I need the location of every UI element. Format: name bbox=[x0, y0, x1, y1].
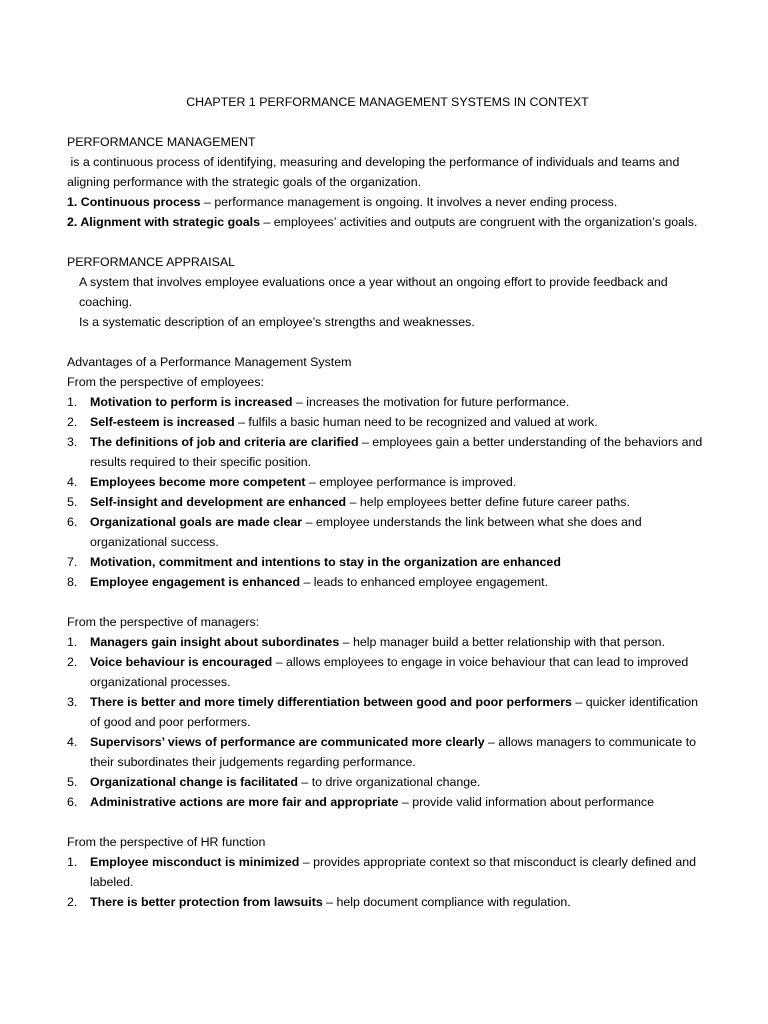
list-item bbox=[67, 892, 708, 912]
pm-point-1-text: – performance management is ongoing. It involves a never ending process. bbox=[200, 195, 618, 209]
list-item bbox=[67, 652, 708, 692]
pm-point-2-bold: 2. Alignment with strategic goals bbox=[67, 215, 261, 229]
list-item-bold: Motivation, commitment and intentions to stay in the organization are enhanced bbox=[90, 555, 561, 569]
list-item bbox=[67, 632, 708, 652]
list-item-bold: Employees become more competent bbox=[90, 475, 306, 489]
list-item-text: – leads to enhanced employee engagement. bbox=[300, 575, 549, 589]
list-item-number: 3. bbox=[67, 435, 78, 449]
list-item-number: 3. bbox=[67, 695, 78, 709]
list-item bbox=[67, 772, 708, 792]
list-item bbox=[67, 392, 708, 412]
list-item bbox=[67, 432, 708, 472]
list-item-text: – employee performance is improved. bbox=[305, 475, 517, 489]
pm-point-1 bbox=[67, 192, 708, 212]
list-item bbox=[67, 792, 708, 812]
list-item-text: – provide valid information about performance bbox=[398, 795, 655, 809]
list-item-text: – help document compliance with regulation. bbox=[322, 895, 571, 909]
list-item-number: 2. bbox=[67, 895, 78, 909]
list-item-text: – quicker identification of good and poor performers. bbox=[90, 695, 698, 729]
list-item-bold: There is better protection from lawsuits bbox=[90, 895, 323, 909]
list-item-text: – fulfils a basic human need to be recognized and valued at work. bbox=[234, 415, 598, 429]
list-item-bold: Employee misconduct is minimized bbox=[90, 855, 300, 869]
list-item bbox=[67, 572, 708, 592]
list-item-bold: Voice behaviour is encouraged bbox=[90, 655, 273, 669]
pa-line-2: Is a systematic description of an employee’s strengths and weaknesses. bbox=[79, 315, 475, 329]
list-item bbox=[67, 512, 708, 552]
pa-heading: PERFORMANCE APPRAISAL bbox=[67, 255, 236, 269]
list-item-number: 6. bbox=[67, 795, 78, 809]
managers-list bbox=[67, 632, 708, 812]
list-item bbox=[67, 732, 708, 772]
list-item-number: 6. bbox=[67, 515, 78, 529]
list-item-bold: Organizational goals are made clear bbox=[90, 515, 303, 529]
pm-point-1-bold: 1. Continuous process bbox=[67, 195, 201, 209]
pm-definition: is a continuous process of identifying, measuring and developing the performance of individuals and teams and aligning performance with the strategic goals of the organization. bbox=[67, 155, 683, 189]
list-item-number: 2. bbox=[67, 655, 78, 669]
list-item-number: 4. bbox=[67, 475, 78, 489]
list-item-number: 2. bbox=[67, 415, 78, 429]
pm-heading: PERFORMANCE MANAGEMENT bbox=[67, 135, 256, 149]
list-item-number: 1. bbox=[67, 635, 78, 649]
list-item bbox=[67, 852, 708, 892]
list-item bbox=[67, 692, 708, 732]
list-item bbox=[67, 552, 708, 572]
list-item-text: – increases the motivation for future performance. bbox=[292, 395, 570, 409]
pm-point-2-text: – employees’ activities and outputs are congruent with the organization’s goals. bbox=[260, 215, 698, 229]
list-item-text: – allows managers to communicate to their subordinates their judgements regarding performance. bbox=[90, 735, 697, 769]
list-item-bold: Employee engagement is enhanced bbox=[90, 575, 301, 589]
list-item-text: – help employees better define future career paths. bbox=[346, 495, 630, 509]
pm-point-2 bbox=[67, 212, 708, 232]
list-item-number: 7. bbox=[67, 555, 78, 569]
list-item-number: 1. bbox=[67, 395, 78, 409]
list-item-bold: Self-esteem is increased bbox=[90, 415, 235, 429]
list-item-number: 1. bbox=[67, 855, 78, 869]
list-item-text: – to drive organizational change. bbox=[297, 775, 481, 789]
list-item-number: 5. bbox=[67, 495, 78, 509]
list-item-bold: There is better and more timely differentiation between good and poor performers bbox=[90, 695, 572, 709]
list-item-bold: Organizational change is facilitated bbox=[90, 775, 298, 789]
list-item-bold: Self-insight and development are enhanced bbox=[90, 495, 347, 509]
list-item-text: – allows employees to engage in voice behaviour that can lead to improved organizational processes. bbox=[90, 655, 689, 689]
list-item bbox=[67, 412, 708, 432]
list-item-number: 4. bbox=[67, 735, 78, 749]
list-item-text: – employees gain a better understanding of the behaviors and results required to their specific position. bbox=[90, 435, 703, 469]
list-item-bold: Motivation to perform is increased bbox=[90, 395, 293, 409]
list-item-text: – help manager build a better relationship with that person. bbox=[339, 635, 666, 649]
list-item bbox=[67, 492, 708, 512]
employees-heading: From the perspective of employees: bbox=[67, 375, 264, 389]
advantages-heading: Advantages of a Performance Management System bbox=[67, 355, 352, 369]
pa-line-1: A system that involves employee evaluations once a year without an ongoing effort to provide feedback and coaching. bbox=[79, 275, 668, 309]
list-item-bold: Administrative actions are more fair and appropriate bbox=[90, 795, 399, 809]
hr-list bbox=[67, 852, 708, 912]
list-item-bold: Supervisors’ views of performance are communicated more clearly bbox=[90, 735, 485, 749]
list-item-number: 8. bbox=[67, 575, 78, 589]
hr-heading: From the perspective of HR function bbox=[67, 835, 266, 849]
employees-list bbox=[67, 392, 708, 592]
list-item-text: – provides appropriate context so that misconduct is clearly defined and labeled. bbox=[90, 855, 697, 889]
list-item bbox=[67, 472, 708, 492]
list-item-bold: The definitions of job and criteria are clarified bbox=[90, 435, 359, 449]
list-item-bold: Managers gain insight about subordinates bbox=[90, 635, 340, 649]
managers-heading: From the perspective of managers: bbox=[67, 615, 260, 629]
list-item-number: 5. bbox=[67, 775, 78, 789]
list-item-text: – employee understands the link between what she does and organizational success. bbox=[90, 515, 642, 549]
page-title: CHAPTER 1 PERFORMANCE MANAGEMENT SYSTEMS IN CONTEXT bbox=[186, 95, 589, 109]
